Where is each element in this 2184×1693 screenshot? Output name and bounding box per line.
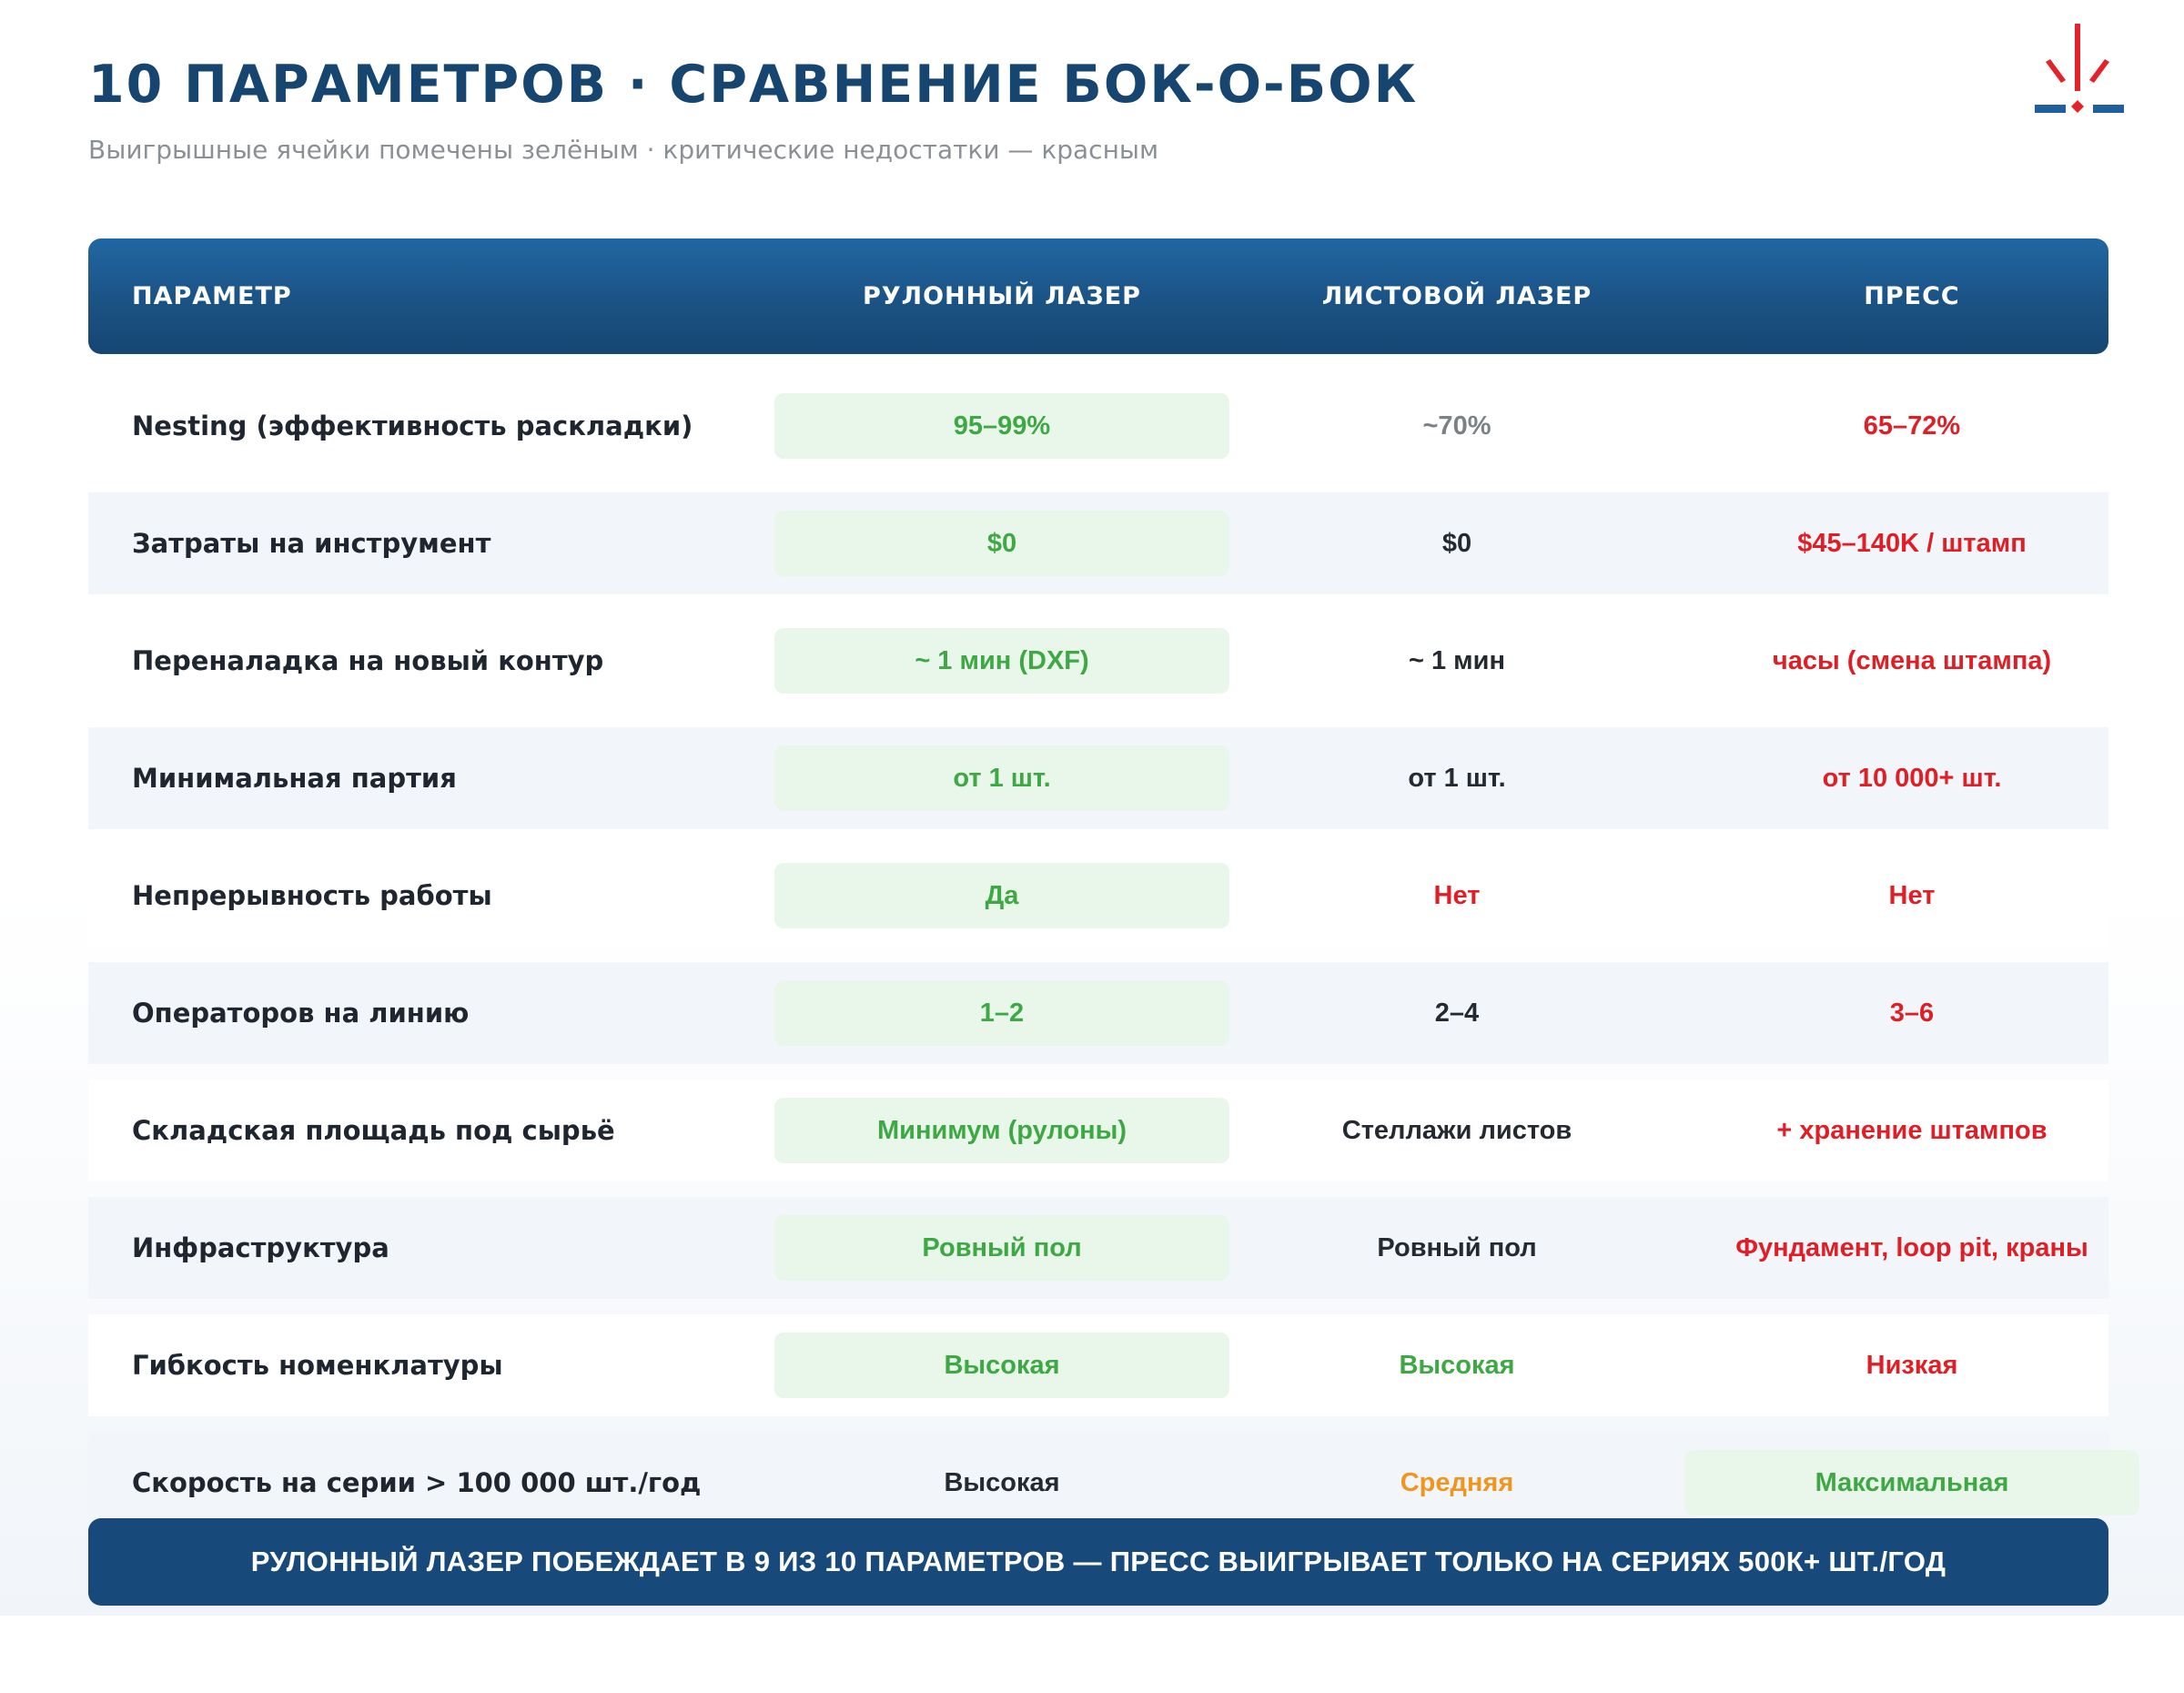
row-label: Непрерывность работы (132, 880, 492, 911)
cell-coil (774, 375, 1229, 477)
cell-value: от 10 000+ шт. (1822, 763, 2002, 793)
cell-value: + хранение штампов (1776, 1115, 2048, 1145)
cell-value: ~ 1 мин (1409, 645, 1505, 675)
cell-press (1684, 375, 2139, 477)
winning-value: Высокая (944, 1350, 1060, 1380)
row-label: Nesting (эффективность раскладки) (132, 411, 693, 441)
winner-highlight (774, 745, 1229, 811)
winner-highlight (774, 1215, 1229, 1281)
row-label: Переналадка на новый контур (132, 645, 604, 676)
winning-value: Максимальная (1815, 1467, 2009, 1497)
row-label: Скорость на серии > 100 000 шт./год (132, 1467, 702, 1498)
cell-value: 65–72% (1863, 411, 1961, 441)
table-row (88, 492, 2108, 594)
header-param: ПАРАМЕТР (132, 282, 292, 310)
winning-value: Да (985, 880, 1019, 910)
cell-press (1684, 1197, 2139, 1299)
winning-value: ~ 1 мин (DXF) (915, 645, 1089, 675)
table-row (88, 1080, 2108, 1181)
cell-value: $45–140K / штамп (1797, 528, 2027, 558)
table-row (88, 845, 2108, 947)
header-press: ПРЕСС (1864, 282, 1960, 310)
winning-value: Минимум (рулоны) (876, 1115, 1127, 1145)
table-row (88, 727, 2108, 829)
cell-coil (774, 727, 1229, 829)
winner-highlight (774, 1098, 1229, 1163)
cell-sheet (1229, 492, 1684, 594)
cell-value: Стеллажи листов (1341, 1115, 1572, 1145)
winner-highlight (1684, 1450, 2139, 1516)
cell-coil (774, 1314, 1229, 1416)
cell-coil (774, 492, 1229, 594)
cell-coil (774, 962, 1229, 1064)
cell-sheet (1229, 727, 1684, 829)
cell-value: Нет (1888, 880, 1936, 910)
cell-value: от 1 шт. (1408, 763, 1506, 793)
winning-value: 95–99% (953, 411, 1051, 441)
cell-value: ~70% (1422, 411, 1491, 441)
cell-value: Низкая (1866, 1350, 1958, 1380)
table-row (88, 610, 2108, 712)
table-row (88, 375, 2108, 477)
cell-sheet (1229, 1197, 1684, 1299)
row-label: Складская площадь под сырьё (132, 1115, 615, 1146)
table-header (88, 238, 2108, 354)
winner-highlight (774, 628, 1229, 694)
row-label: Операторов на линию (132, 998, 470, 1029)
page-subtitle: Выигрышные ячейки помечены зелёным · критические недостатки — красным (88, 135, 1159, 165)
cell-value: Высокая (1399, 1350, 1515, 1380)
cell-press (1684, 492, 2139, 594)
row-label: Инфраструктура (132, 1232, 389, 1263)
winner-highlight (774, 1333, 1229, 1398)
cell-value: Высокая (944, 1467, 1060, 1497)
cell-coil (774, 610, 1229, 712)
spark-cut-logo-icon (2029, 18, 2129, 127)
row-label: Гибкость номенклатуры (132, 1350, 503, 1381)
cell-press (1684, 727, 2139, 829)
cell-value: Средняя (1400, 1467, 1514, 1497)
summary-banner: РУЛОННЫЙ ЛАЗЕР ПОБЕЖДАЕТ В 9 ИЗ 10 ПАРАМЕТРОВ — ПРЕСС ВЫИГРЫВАЕТ ТОЛЬКО НА СЕРИЯХ 500К+ ШТ./ГОД (88, 1518, 2108, 1606)
cell-press (1684, 845, 2139, 947)
cell-press (1684, 962, 2139, 1064)
table-row (88, 962, 2108, 1064)
cell-press (1684, 1314, 2139, 1416)
cell-sheet (1229, 1314, 1684, 1416)
header-coil-laser: РУЛОННЫЙ ЛАЗЕР (863, 282, 1141, 310)
cell-press (1684, 610, 2139, 712)
table-row (88, 1314, 2108, 1416)
winning-value: 1–2 (979, 998, 1025, 1028)
cell-value: Нет (1433, 880, 1481, 910)
winner-highlight (774, 393, 1229, 459)
winner-highlight (774, 511, 1229, 576)
cell-value: часы (смена штампа) (1772, 645, 2052, 675)
cell-sheet (1229, 610, 1684, 712)
cell-sheet (1229, 375, 1684, 477)
cell-coil (774, 1197, 1229, 1299)
cell-value: Фундамент, loop pit, краны (1735, 1232, 2088, 1262)
cell-sheet (1229, 845, 1684, 947)
cell-value: Ровный пол (1377, 1232, 1537, 1262)
winner-highlight (774, 863, 1229, 928)
cell-sheet (1229, 1080, 1684, 1181)
cell-value: 3–6 (1889, 998, 1935, 1028)
row-label: Затраты на инструмент (132, 528, 491, 559)
row-label: Минимальная партия (132, 763, 457, 794)
winning-value: Ровный пол (922, 1232, 1082, 1262)
cell-value: $0 (1441, 528, 1472, 558)
cell-press (1684, 1080, 2139, 1181)
winner-highlight (774, 980, 1229, 1046)
page-title: 10 ПАРАМЕТРОВ · СРАВНЕНИЕ БОК-О-БОК (88, 55, 1419, 115)
cell-coil (774, 845, 1229, 947)
winning-value: от 1 шт. (953, 763, 1051, 793)
winning-value: $0 (986, 528, 1017, 558)
cell-value: 2–4 (1434, 998, 1480, 1028)
header-sheet-laser: ЛИСТОВОЙ ЛАЗЕР (1321, 282, 1592, 310)
cell-coil (774, 1080, 1229, 1181)
table-row (88, 1197, 2108, 1299)
cell-sheet (1229, 962, 1684, 1064)
